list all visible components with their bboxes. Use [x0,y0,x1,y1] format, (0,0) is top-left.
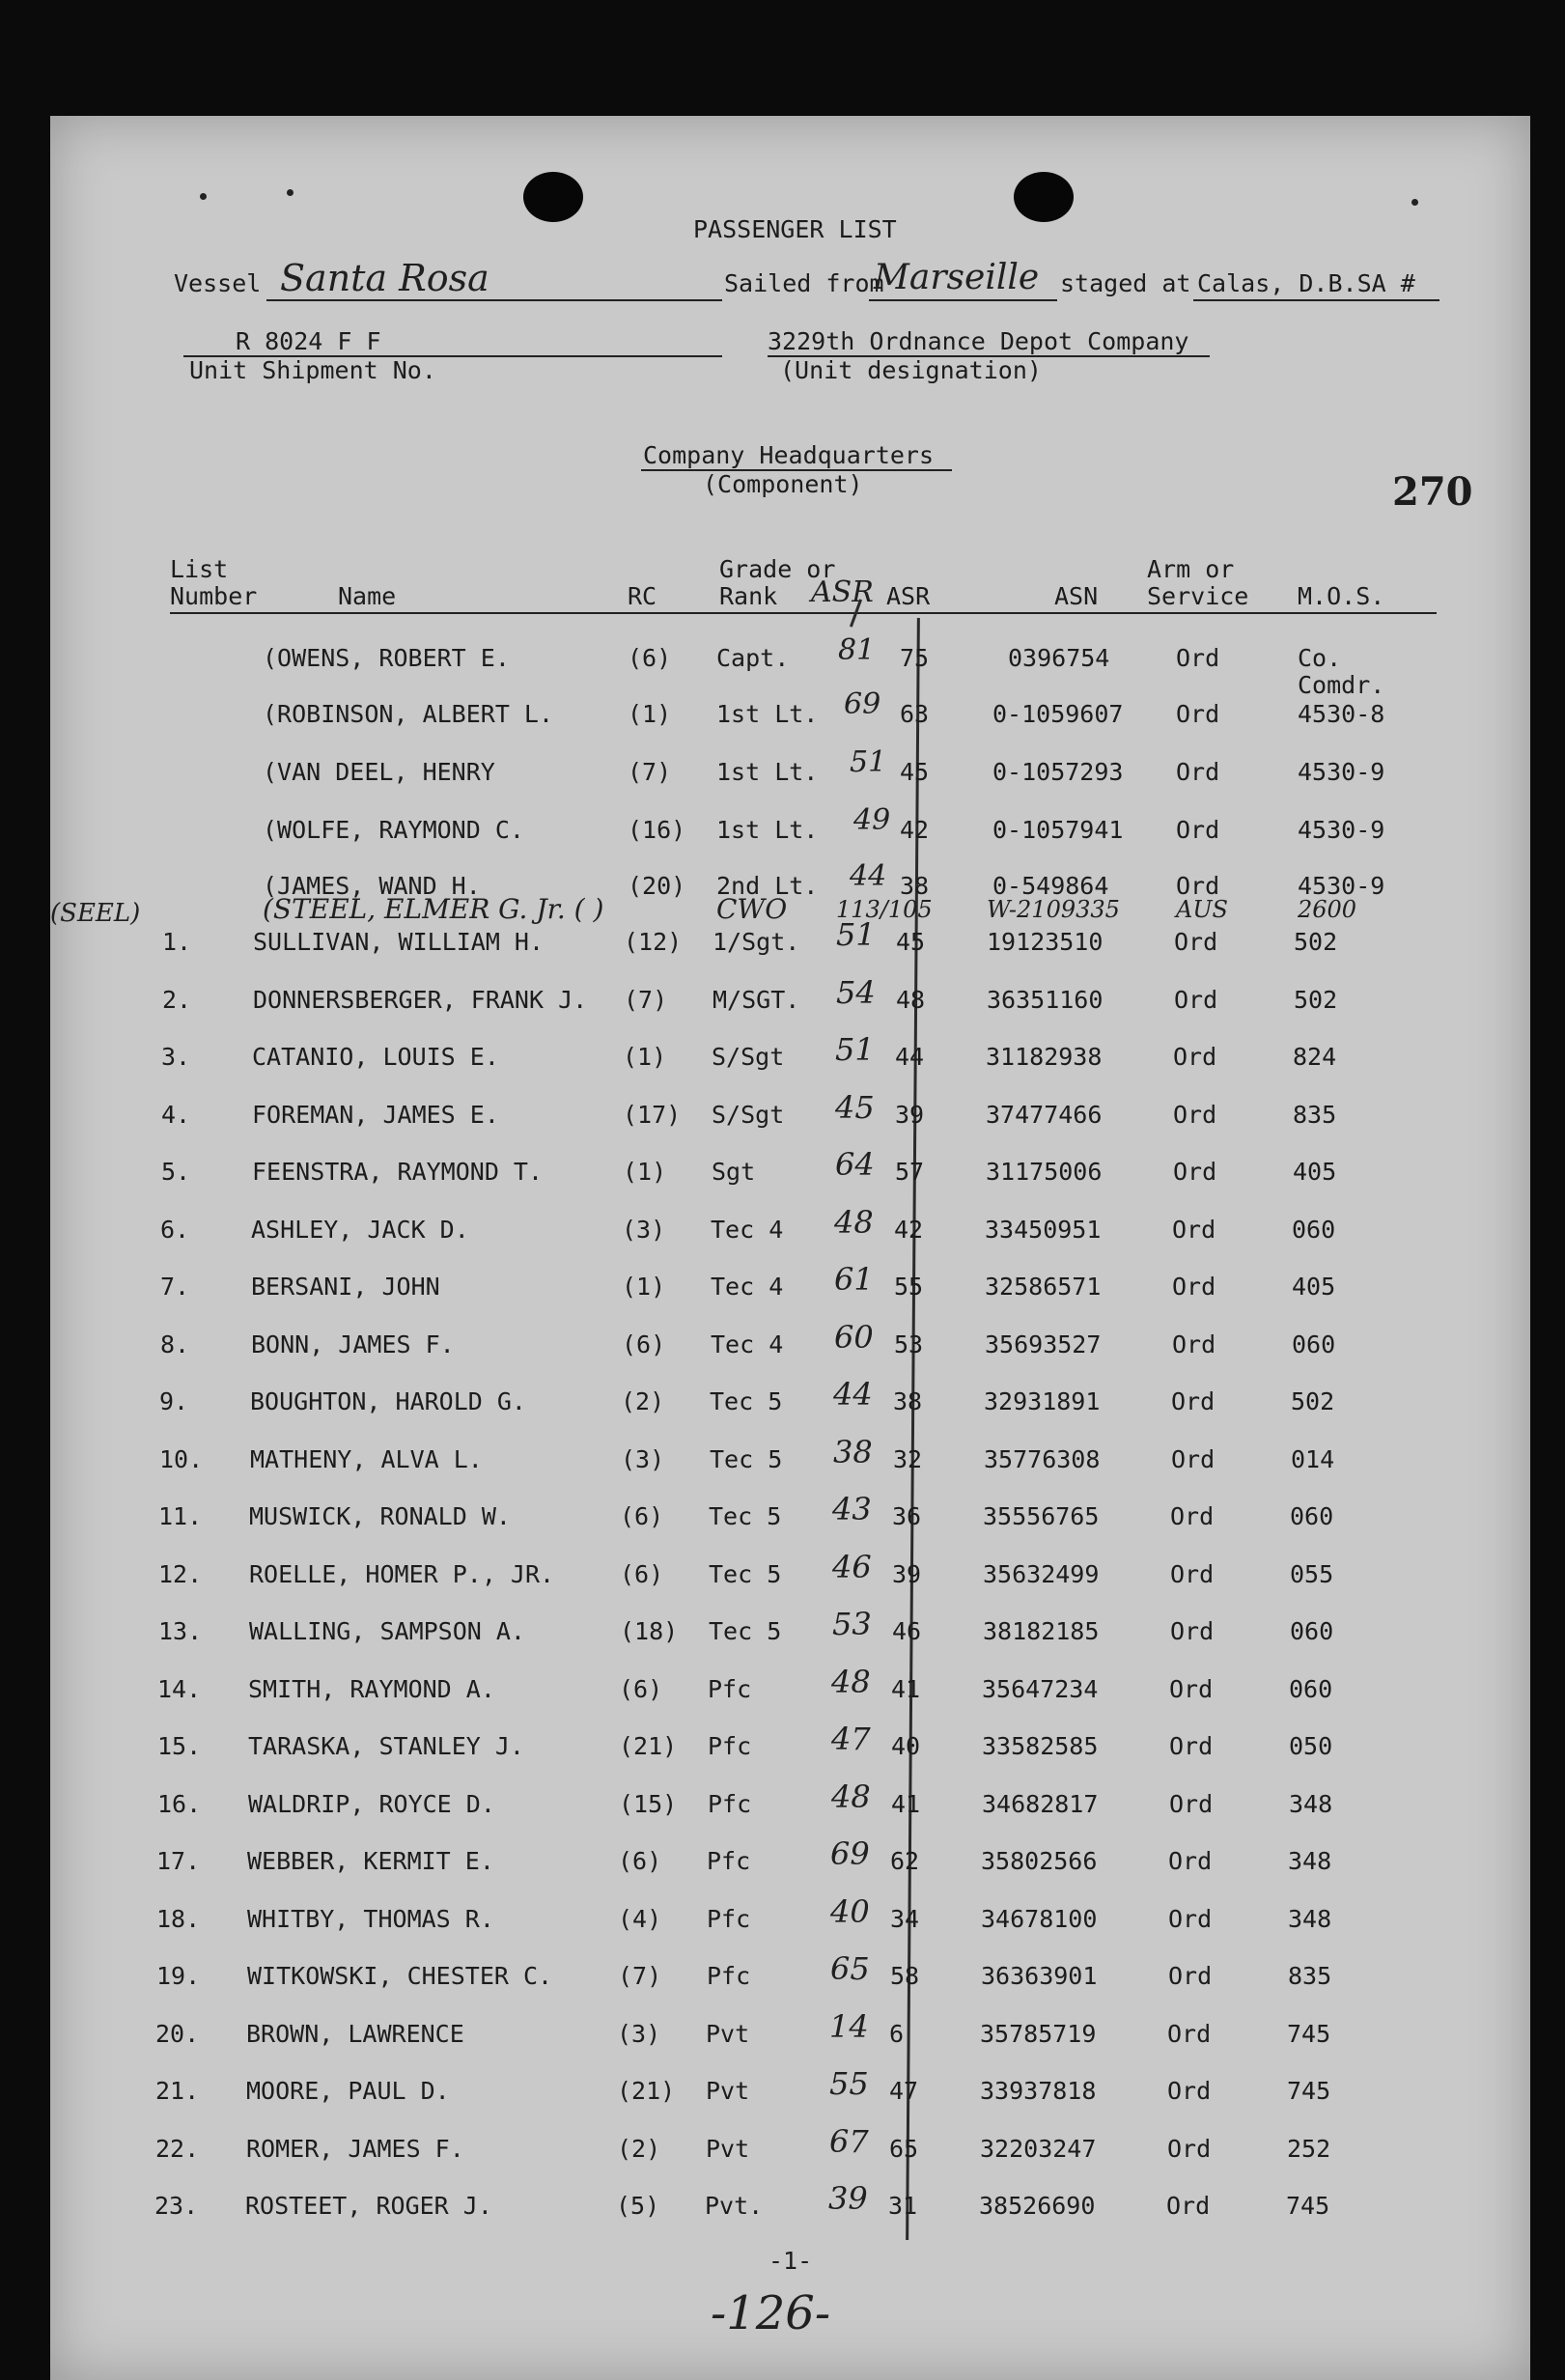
passenger-mos: 502 [1294,928,1338,956]
passenger-grade: Tec 5 [709,1502,782,1530]
passenger-mos: 348 [1288,1905,1332,1933]
list-number: 2. [162,986,192,1014]
punch-hole-right [1014,172,1074,222]
passenger-name: WALDRIP, ROYCE D. [248,1790,495,1818]
passenger-asr-handwritten: 38 [833,1434,873,1470]
vessel-label: Vessel [174,269,262,297]
passenger-arm: Ord [1170,1502,1215,1530]
passenger-asr: 48 [896,986,926,1014]
passenger-grade: Tec 5 [709,1560,782,1588]
passenger-asr: 47 [889,2077,919,2105]
passenger-mos: 824 [1293,1043,1337,1071]
passenger-asr-handwritten: 48 [831,1664,871,1700]
passenger-asr-handwritten: 43 [832,1491,872,1527]
passenger-asr: 41 [891,1790,921,1818]
passenger-arm: Ord [1171,1387,1216,1415]
handwritten-grade: CWO [716,893,788,925]
sailed-from: Marseille [874,258,1040,297]
passenger-rc: (18) [620,1617,679,1645]
passenger-name: WITKOWSKI, CHESTER C. [247,1962,553,1990]
passenger-name: MOORE, PAUL D. [246,2077,450,2105]
passenger-asn: 33937818 [980,2077,1097,2105]
sailed-label: Sailed from [724,269,884,297]
passenger-rc: (2) [617,2135,661,2163]
passenger-grade: Tec 5 [710,1445,783,1473]
passenger-arm: Ord [1174,986,1218,1014]
list-number: 1. [162,928,192,956]
passenger-asr: 55 [894,1273,924,1301]
passenger-asr-handwritten: 60 [834,1319,874,1356]
passenger-asn: 0-549864 [992,872,1109,900]
passenger-name: SULLIVAN, WILLIAM H. [253,928,545,956]
passenger-arm: Ord [1169,1732,1214,1760]
passenger-mos: 745 [1287,2020,1331,2048]
passenger-asr-handwritten: 46 [832,1549,872,1585]
passenger-arm: Ord [1167,2135,1212,2163]
handwritten-arm: AUS [1176,896,1228,923]
passenger-asn: 33582585 [982,1732,1099,1760]
passenger-rc: (7) [628,758,672,786]
passenger-name: (WOLFE, RAYMOND C. [263,816,524,844]
passenger-asn: 36351160 [987,986,1104,1014]
passenger-rc: (3) [621,1445,665,1473]
ink-speck [1411,199,1418,206]
passenger-asn: 38182185 [983,1617,1100,1645]
passenger-name: WHITBY, THOMAS R. [247,1905,494,1933]
header-rule [170,612,1437,614]
passenger-arm: Ord [1176,816,1220,844]
passenger-name: BONN, JAMES F. [251,1330,455,1358]
passenger-asr-handwritten: 69 [830,1835,870,1872]
passenger-mos: 014 [1291,1445,1335,1473]
passenger-name: BOUGHTON, HAROLD G. [250,1387,526,1415]
passenger-grade: Pfc [708,1790,752,1818]
passenger-mos: 252 [1287,2135,1331,2163]
passenger-arm: Ord [1167,2077,1212,2105]
passenger-asr: 63 [900,700,930,728]
passenger-asr: 39 [895,1101,925,1129]
passenger-asr: 41 [891,1675,921,1703]
passenger-arm: Ord [1173,1101,1217,1129]
passenger-grade: Pvt [706,2135,750,2163]
handwritten-asr: 113/105 [836,896,933,923]
passenger-arm: Ord [1168,1905,1213,1933]
passenger-arm: Ord [1172,1330,1216,1358]
passenger-asn: 0-1057941 [992,816,1124,844]
passenger-name: (JAMES, WAND H. [263,872,481,900]
passenger-asr-handwritten: 55 [829,2065,869,2102]
passenger-grade: 2nd Lt. [716,872,819,900]
passenger-asr-handwritten: 67 [829,2123,869,2160]
passenger-grade: Tec 5 [709,1617,782,1645]
handwritten-asn: W-2109335 [987,896,1120,923]
passenger-rc: (3) [617,2020,661,2048]
passenger-asr-handwritten: 64 [835,1146,875,1183]
list-number: 15. [157,1732,202,1760]
passenger-name: MUSWICK, RONALD W. [249,1502,511,1530]
passenger-asr: 53 [894,1330,924,1358]
passenger-asr: 39 [892,1560,922,1588]
handwritten-name: (STEEL, ELMER G. Jr. ( ) [263,893,604,925]
list-number: 4. [161,1101,191,1129]
passenger-rc: (6) [620,1560,664,1588]
passenger-rc: (1) [622,1273,666,1301]
passenger-grade: Sgt [712,1158,756,1186]
shipment-number: R 8024 F F [236,327,381,355]
passenger-asr-handwritten: 48 [831,1778,871,1815]
passenger-asn: 35776308 [984,1445,1101,1473]
passenger-rc: (16) [628,816,686,844]
passenger-grade: 1/Sgt. [713,928,800,956]
passenger-asr: 6 [889,2020,905,2048]
passenger-arm: Ord [1171,1445,1216,1473]
list-number: 23. [154,2192,199,2220]
passenger-mos: 060 [1292,1330,1336,1358]
passenger-mos: 4530-8 [1298,700,1385,728]
passenger-rc: (5) [616,2192,660,2220]
page-stamp: 270 [1392,469,1473,515]
passenger-asn: 35647234 [982,1675,1099,1703]
staged-label: staged at [1060,269,1191,297]
passenger-grade: 1st Lt. [716,700,819,728]
col-list-number: List Number [170,555,258,610]
passenger-name: TARASKA, STANLEY J. [248,1732,524,1760]
passenger-asr: 45 [900,758,930,786]
staged-at: Calas, D.B.SA # [1197,269,1415,297]
passenger-asr-handwritten: 81 [838,633,876,667]
passenger-arm: Ord [1170,1617,1215,1645]
passenger-mos: 835 [1293,1101,1337,1129]
list-number: 17. [156,1847,201,1875]
passenger-arm: Ord [1172,1273,1216,1301]
list-number: 12. [158,1560,203,1588]
punch-hole-left [523,172,583,222]
passenger-asn: 0-1059607 [992,700,1124,728]
passenger-grade: Tec 4 [711,1273,784,1301]
passenger-rc: (21) [619,1732,678,1760]
passenger-name: SMITH, RAYMOND A. [248,1675,495,1703]
passenger-rc: (17) [623,1101,682,1129]
passenger-grade: Tec 5 [710,1387,783,1415]
passenger-rc: (2) [621,1387,665,1415]
passenger-grade: Pfc [708,1675,752,1703]
passenger-name: (VAN DEEL, HENRY [263,758,495,786]
passenger-asr-handwritten: 51 [835,1031,875,1068]
passenger-asr-handwritten: 14 [829,2008,869,2045]
passenger-grade: Pvt. [705,2192,764,2220]
list-number: 22. [155,2135,200,2163]
passenger-asr: 46 [892,1617,922,1645]
list-number: 21. [155,2077,200,2105]
passenger-asr: 32 [893,1445,923,1473]
passenger-mos: 348 [1289,1790,1333,1818]
passenger-rc: (20) [628,872,686,900]
passenger-arm: Ord [1176,644,1220,672]
passenger-asr-handwritten: 48 [834,1204,874,1241]
passenger-arm: Ord [1172,1216,1216,1244]
passenger-arm: Ord [1174,928,1218,956]
passenger-asr: 58 [890,1962,920,1990]
passenger-mos: 348 [1288,1847,1332,1875]
col-grade: Grade or Rank [719,555,836,610]
passenger-mos: 835 [1288,1962,1332,1990]
list-number: 6. [160,1216,190,1244]
passenger-asn: 33450951 [985,1216,1102,1244]
handwritten-mos: 2600 [1298,896,1357,923]
passenger-rc: (4) [618,1905,662,1933]
col-rc: RC [628,582,657,610]
list-number: 11. [158,1502,203,1530]
list-number: 18. [156,1905,201,1933]
passenger-asn: 31175006 [986,1158,1103,1186]
passenger-arm: Ord [1176,872,1220,900]
passenger-name: WALLING, SAMPSON A. [249,1617,525,1645]
list-number: 16. [157,1790,202,1818]
passenger-asr: 57 [895,1158,925,1186]
col-arm-service: Arm or Service [1147,555,1249,610]
passenger-asn: 38526690 [979,2192,1096,2220]
passenger-mos: 405 [1293,1158,1337,1186]
passenger-name: BROWN, LAWRENCE [246,2020,464,2048]
passenger-grade: Pfc [707,1847,751,1875]
passenger-asr: 45 [896,928,926,956]
passenger-name: WEBBER, KERMIT E. [247,1847,494,1875]
passenger-rc: (1) [623,1043,667,1071]
passenger-asr: 42 [900,816,930,844]
passenger-mos: 060 [1289,1675,1333,1703]
passenger-asn: 34682817 [982,1790,1099,1818]
list-number: 8. [160,1330,190,1358]
passenger-asr-handwritten: 53 [832,1606,872,1642]
list-number: 3. [161,1043,191,1071]
staged-underline [1193,299,1439,301]
passenger-grade: 1st Lt. [716,758,819,786]
passenger-mos: 4530-9 [1298,758,1385,786]
passenger-name: BERSANI, JOHN [251,1273,440,1301]
passenger-rc: (7) [618,1962,662,1990]
passenger-mos: 502 [1294,986,1338,1014]
passenger-asr-handwritten: 65 [830,1950,870,1987]
passenger-grade: M/SGT. [713,986,800,1014]
passenger-mos: 745 [1287,2077,1331,2105]
vessel-name: Santa Rosa [280,257,489,299]
passenger-asr-handwritten: 44 [833,1376,873,1413]
document-title: PASSENGER LIST [693,215,897,243]
list-number: 9. [159,1387,189,1415]
passenger-asr-handwritten: 49 [853,803,891,837]
passenger-mos: 060 [1290,1617,1334,1645]
list-number: 10. [159,1445,204,1473]
col-mos: M.O.S. [1298,582,1385,610]
passenger-name: CATANIO, LOUIS E. [252,1043,499,1071]
passenger-rc: (1) [628,700,672,728]
passenger-asn: 35632499 [983,1560,1100,1588]
passenger-rc: (7) [624,986,668,1014]
passenger-name: MATHENY, ALVA L. [250,1445,483,1473]
passenger-asn: 35785719 [980,2020,1097,2048]
passenger-asr: 65 [889,2135,919,2163]
passenger-arm: Ord [1166,2192,1211,2220]
passenger-asn: 35693527 [985,1330,1102,1358]
passenger-asr: 40 [891,1732,921,1760]
shipment-label: Unit Shipment No. [189,356,436,384]
list-number: 7. [160,1273,190,1301]
passenger-asr-handwritten: 47 [831,1721,871,1757]
list-number: 19. [156,1962,201,1990]
passenger-asr-handwritten: 61 [834,1261,874,1298]
passenger-grade: Tec 4 [711,1330,784,1358]
passenger-rc: (6) [619,1675,663,1703]
passenger-asn: 34678100 [981,1905,1098,1933]
unit-label: (Unit designation) [780,356,1042,384]
list-number: 20. [155,2020,200,2048]
passenger-arm: Ord [1169,1790,1214,1818]
passenger-name: FOREMAN, JAMES E. [252,1101,499,1129]
handwritten-margin-note: (SEEL) [50,899,141,928]
col-asr: ASR [886,582,931,610]
passenger-mos: 4530-9 [1298,816,1385,844]
passenger-arm: Ord [1167,2020,1212,2048]
passenger-asr-handwritten: 39 [828,2180,868,2217]
passenger-asr-handwritten: 45 [835,1089,875,1126]
passenger-rc: (6) [620,1502,664,1530]
passenger-rc: (12) [624,928,683,956]
passenger-grade: Capt. [716,644,790,672]
passenger-asn: 36363901 [981,1962,1098,1990]
passenger-asn: 37477466 [986,1101,1103,1129]
passenger-asr: 38 [900,872,930,900]
passenger-asn: 32203247 [980,2135,1097,2163]
passenger-asn: 32586571 [985,1273,1102,1301]
passenger-asr: 36 [892,1502,922,1530]
passenger-mos: 502 [1291,1387,1335,1415]
ink-speck [287,189,293,196]
passenger-mos: 050 [1289,1732,1333,1760]
passenger-grade: Pvt [706,2077,750,2105]
page-number: -1- [769,2247,813,2275]
passenger-asr: 38 [893,1387,923,1415]
passenger-asn: 32931891 [984,1387,1101,1415]
passenger-mos: 745 [1286,2192,1330,2220]
passenger-name: FEENSTRA, RAYMOND T. [252,1158,544,1186]
passenger-rc: (15) [619,1790,678,1818]
passenger-asn: 35556765 [983,1502,1100,1530]
passenger-name: ROSTEET, ROGER J. [245,2192,492,2220]
passenger-asr: 62 [890,1847,920,1875]
passenger-grade: Tec 4 [711,1216,784,1244]
passenger-asr: 31 [888,2192,918,2220]
passenger-arm: Ord [1170,1560,1215,1588]
passenger-rc: (6) [618,1847,662,1875]
passenger-asn: 31182938 [986,1043,1103,1071]
passenger-arm: Ord [1169,1675,1214,1703]
unit-designation: 3229th Ordnance Depot Company [768,327,1189,355]
passenger-asr: 44 [895,1043,925,1071]
passenger-rc: (3) [622,1216,666,1244]
passenger-name: ROELLE, HOMER P., JR. [249,1560,555,1588]
list-number: 14. [157,1675,202,1703]
sailed-underline [869,299,1057,301]
vessel-underline [266,299,722,301]
passenger-rc: (21) [617,2077,676,2105]
passenger-asn: 19123510 [987,928,1104,956]
passenger-asr-handwritten: 51 [836,916,876,953]
passenger-name: ASHLEY, JACK D. [251,1216,469,1244]
col-asn: ASN [1054,582,1099,610]
component-name: Company Headquarters [643,441,935,469]
passenger-mos: Co. Comdr. [1298,644,1385,699]
passenger-asn: 35802566 [981,1847,1098,1875]
passenger-grade: Pvt [706,2020,750,2048]
passenger-mos: 055 [1290,1560,1334,1588]
passenger-grade: Pfc [708,1732,752,1760]
passenger-grade: 1st Lt. [716,816,819,844]
passenger-grade: Pfc [707,1962,751,1990]
passenger-rc: (6) [628,644,672,672]
list-number: 13. [158,1617,203,1645]
ink-speck [200,193,207,200]
passenger-arm: Ord [1168,1847,1213,1875]
passenger-grade: Pfc [707,1905,751,1933]
passenger-mos: 405 [1292,1273,1336,1301]
passenger-arm: Ord [1173,1158,1217,1186]
passenger-asr-handwritten: 54 [836,974,876,1011]
list-number: 5. [161,1158,191,1186]
handwritten-folio: -126- [711,2286,831,2340]
passenger-arm: Ord [1173,1043,1217,1071]
passenger-mos: 060 [1290,1502,1334,1530]
passenger-name: ROMER, JAMES F. [246,2135,464,2163]
passenger-mos: 060 [1292,1216,1336,1244]
passenger-asn: 0396754 [1008,644,1110,672]
passenger-name: (OWENS, ROBERT E. [263,644,510,672]
passenger-rc: (6) [622,1330,666,1358]
passenger-grade: S/Sgt [712,1043,785,1071]
passenger-mos: 4530-9 [1298,872,1385,900]
passenger-asr: 42 [894,1216,924,1244]
passenger-arm: Ord [1176,758,1220,786]
passenger-asr: 75 [900,644,930,672]
passenger-asn: 0-1057293 [992,758,1124,786]
passenger-name: DONNERSBERGER, FRANK J. [253,986,588,1014]
passenger-grade: S/Sgt [712,1101,785,1129]
passenger-arm: Ord [1168,1962,1213,1990]
passenger-asr-handwritten: 44 [850,859,887,893]
passenger-name: (ROBINSON, ALBERT L. [263,700,554,728]
passenger-asr-handwritten: 69 [844,687,881,721]
component-label: (Component) [703,470,863,498]
col-asr-handwritten: ASR [811,575,874,609]
passenger-asr-handwritten: 51 [850,745,887,779]
col-name: Name [338,582,397,610]
passenger-asr: 34 [890,1905,920,1933]
passenger-arm: Ord [1176,700,1220,728]
passenger-asr-handwritten: 40 [830,1893,870,1930]
passenger-rc: (1) [623,1158,667,1186]
